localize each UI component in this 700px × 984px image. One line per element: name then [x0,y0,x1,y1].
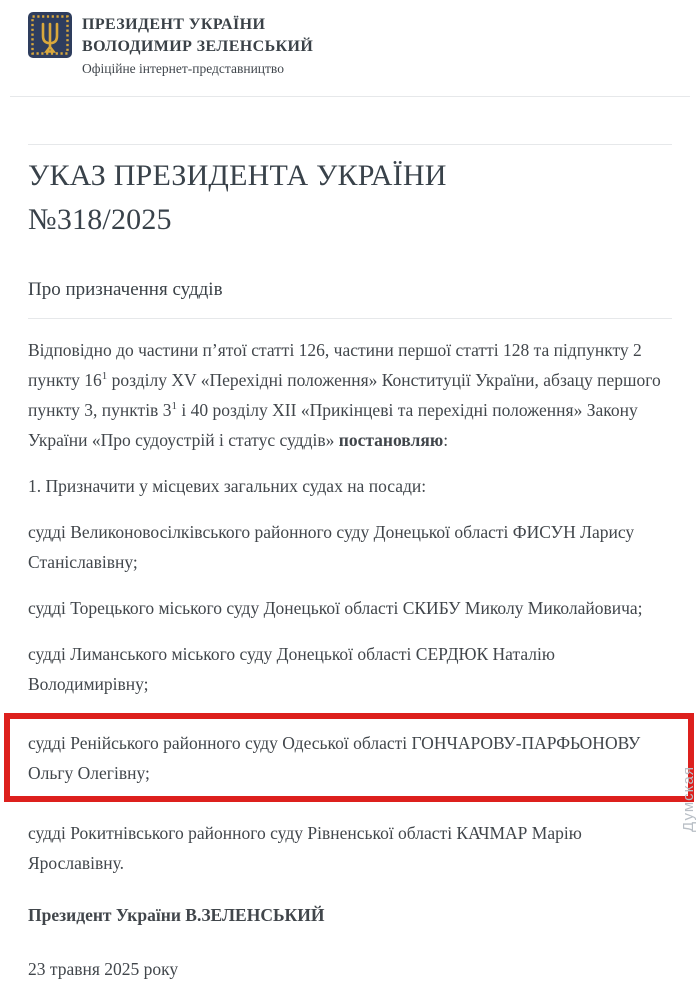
appointment-paragraph: судді Лиманського міського суду Донецької області СЕРДЮК Наталію Володимирівну; [28,644,555,694]
highlighted-appointment-paragraph: судді Ренійського районного суду Одеської області ГОНЧАРОВУ-ПАРФЬОНОВУ Ольгу Олегівну; [28,733,641,783]
decree-subject: Про призначення суддів [28,279,223,300]
dumskaya-watermark: Думская [680,766,697,832]
preamble-seg1: Відповідно до частини п’ятої статті 126, частини першої статті 128 та підпункту 2 пункту 16 [28,340,642,390]
preamble-seg3: і 40 розділу XII «Прикінцеві та перехідні положення» Закону України «Про судоустрій і статус суддів» [28,400,638,450]
signature-line: Президент України В.ЗЕЛЕНСЬКИЙ [28,905,325,925]
decree-date: 23 травня 2025 року [28,959,179,979]
header-divider [10,96,690,97]
red-highlight-annotation [4,713,694,802]
appointment-paragraph: судді Великоновосілківського районного суду Донецької області ФИСУН Ларису Станіславівну; [28,522,635,572]
decree-content [0,144,700,984]
subject-divider [28,318,672,319]
site-header [0,0,700,79]
site-title[interactable]: ПРЕЗИДЕНТ УКРАЇНИ [82,16,266,33]
coat-of-arms-icon[interactable] [28,12,72,58]
site-tagline: Офіційне інтернет-представництво [82,61,284,76]
appointment-paragraph: судді Торецького міського суду Донецької області СКИБУ Миколу Миколайовича; [28,598,643,618]
preamble-paragraph [28,335,672,455]
decree-title [28,154,672,242]
decree-number: №318/2025 [28,203,172,236]
preamble-seg4: : [443,430,449,450]
item-1-heading: 1. Призначити у місцевих загальних судах на посади: [28,476,427,496]
preamble-superscript-2: 1 [171,400,177,413]
title-top-divider [28,144,672,145]
president-name[interactable]: ВОЛОДИМИР ЗЕЛЕНСЬКИЙ [82,38,314,55]
decree-title-line1: УКАЗ ПРЕЗИДЕНТА УКРАЇНИ [28,159,447,192]
appointment-paragraph: судді Рокитнівського районного суду Рівненської області КАЧМАР Марію Ярославівну. [28,823,582,873]
decree-body [28,335,672,984]
preamble-seg2: розділу XV «Перехідні положення» Конституції України, абзацу першого пункту 3, пунктів 3 [28,370,661,420]
site-header-text [82,12,313,79]
preamble-superscript-1: 1 [101,370,108,383]
decree-word: постановляю [338,430,444,450]
